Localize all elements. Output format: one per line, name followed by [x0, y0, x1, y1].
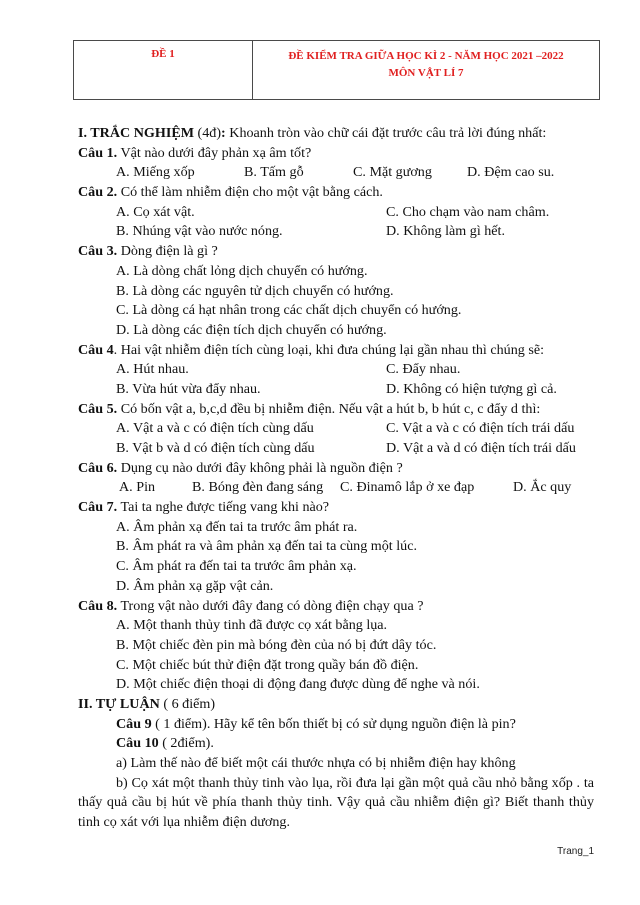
question-4: [78, 341, 594, 361]
question-label: Câu 6.: [78, 459, 118, 476]
question-label: Câu 1.: [78, 144, 118, 161]
question-text: ( 1 điểm). Hãy kể tên bốn thiết bị có sử dụng nguồn điện là pin?: [151, 715, 516, 732]
section1-colon: :: [221, 125, 226, 141]
question-4-options-row2: [78, 380, 594, 400]
question-7: [78, 498, 594, 518]
section2-title: II. TỰ LUẬN: [78, 695, 160, 712]
exam-title: ĐỀ KIỂM TRA GIỮA HỌC KÌ 2 - NĂM HỌC 2021 –2022: [288, 50, 564, 62]
option-b: B. Vật b và d có điện tích cùng dấu: [116, 440, 315, 456]
section1-title: I. TRẮC NGHIỆM: [78, 125, 195, 141]
option-d: D. Ắc quy: [513, 479, 572, 496]
option-a: A. Hút nhau.: [116, 361, 189, 378]
option-d: D. Một chiếc điện thoại di động đang được dùng để nghe và nói.: [116, 676, 480, 693]
question-text: Dụng cụ nào dưới đây không phải là nguồn điện ?: [117, 459, 403, 476]
section1-instruction: Khoanh tròn vào chữ cái đặt trước câu trả lời đúng nhất:: [225, 125, 547, 141]
question-text: Tai ta nghe được tiếng vang khi nào?: [117, 499, 330, 516]
question-6-options: [78, 478, 594, 498]
option-c: C. Mặt gương: [353, 164, 432, 181]
question-5: [78, 400, 594, 420]
option-b: B. Vừa hút vừa đẩy nhau.: [116, 380, 261, 397]
section2-heading: [78, 695, 594, 715]
exam-content: [78, 118, 594, 833]
section1-heading: [78, 124, 594, 144]
question-2: [78, 183, 594, 203]
option-c: C. Đẩy nhau.: [386, 361, 461, 378]
option-d: D. Là dòng các điện tích dịch chuyển có hướng.: [116, 321, 387, 338]
question-label: Câu 9: [116, 715, 152, 732]
option-a: A. Pin: [119, 479, 156, 496]
question-10-part-a: a) Làm thế nào để biết một cái thước nhựa có bị nhiễm điện hay không: [116, 755, 516, 771]
question-5-options-row1: [78, 419, 594, 439]
option-b: B. Nhúng vật vào nước nóng.: [116, 223, 283, 240]
question-label: Câu 3.: [78, 243, 118, 260]
question-2-options-row1: [78, 203, 594, 223]
option-d: D. Âm phản xạ gặp vật cản.: [116, 577, 274, 594]
question-10: [78, 734, 594, 754]
question-2-options-row2: [78, 222, 594, 242]
question-8: [78, 597, 594, 617]
exam-code: ĐỀ 1: [74, 41, 253, 99]
option-c: C. Âm phát ra đến tai ta trước âm phản xạ.: [116, 558, 357, 575]
option-c: C. Là dòng cá hạt nhân trong các chất dịch chuyển có hướng.: [116, 302, 462, 319]
question-text: Trong vật nào dưới đây đang có dòng điện chạy qua ?: [117, 597, 424, 614]
question-5-options-row2: [78, 439, 594, 459]
question-6: [78, 459, 594, 479]
page-number: Trang_1: [557, 846, 594, 857]
question-text: Có thể làm nhiễm điện cho một vật bằng cách.: [117, 184, 383, 201]
question-label: Câu 4: [78, 341, 114, 358]
option-a: A. Cọ xát vật.: [116, 203, 195, 220]
option-a: A. Vật a và c có điện tích cùng dấu: [116, 420, 314, 437]
question-label: Câu 5.: [78, 400, 118, 417]
question-label: Câu 10: [116, 735, 159, 752]
option-c: C. Cho chạm vào nam châm.: [386, 203, 550, 220]
question-1: [78, 144, 594, 164]
header-table: [73, 40, 600, 100]
option-b: B. Là dòng các nguyên tử dịch chuyển có hướng.: [116, 282, 394, 299]
question-10-part-b: b) Cọ xát một thanh thủy tinh vào lụa, rồi đưa lại gần một quả cầu nhỏ bằng xốp . ta thấy quả cầu bị hút về phía thanh thủy tinh. Vậy quả cầu nhiễm điện gì? Biết thanh thủy tinh cọ xát với lụa nhiễm điện dương.: [78, 774, 594, 831]
question-text: Dòng điện là gì ?: [117, 243, 218, 260]
question-4-options-row1: [78, 360, 594, 380]
option-c: C. Đinamô lắp ở xe đạp: [340, 479, 475, 496]
option-a: A. Một thanh thủy tinh đã được cọ xát bằng lụa.: [116, 617, 388, 634]
question-text: Vật nào dưới đây phản xạ âm tốt?: [117, 144, 312, 161]
question-text: . Hai vật nhiễm điện tích cùng loại, khi đưa chúng lại gần nhau thì chúng sẽ:: [113, 341, 544, 358]
option-b: B. Một chiếc đèn pin mà bóng đèn của nó bị đứt dây tóc.: [116, 636, 437, 653]
question-label: Câu 2.: [78, 184, 118, 201]
option-a: A. Âm phản xạ đến tai ta trước âm phát ra.: [116, 518, 358, 535]
question-9: [78, 715, 594, 735]
section2-points: ( 6 điểm): [159, 695, 216, 712]
section1-points: (4đ): [194, 125, 222, 141]
option-d: D. Không có hiện tượng gì cả.: [386, 380, 557, 397]
option-b: B. Âm phát ra và âm phản xạ đến tai ta cùng một lúc.: [116, 538, 417, 555]
option-b: B. Bóng đèn đang sáng: [192, 479, 324, 496]
question-label: Câu 7.: [78, 499, 118, 516]
option-d: D. Đệm cao su.: [467, 164, 555, 181]
option-d: D. Vật a và d có điện tích trái dấu: [386, 440, 576, 456]
option-b: B. Tấm gỗ: [244, 164, 304, 181]
option-a: A. Miếng xốp: [116, 164, 195, 181]
question-3: [78, 242, 594, 262]
option-c: C. Một chiếc bút thử điện đặt trong quầy bán đồ điện.: [116, 656, 419, 673]
subject-title: MÔN VẬT LÍ 7: [388, 67, 464, 79]
question-text: ( 2điểm).: [158, 735, 214, 752]
question-1-options: [78, 163, 594, 183]
option-a: A. Là dòng chất lỏng dịch chuyển có hướng.: [116, 262, 368, 279]
option-c: C. Vật a và c có điện tích trái dấu: [386, 420, 575, 437]
exam-title-cell: [253, 41, 599, 99]
option-d: D. Không làm gì hết.: [386, 223, 505, 240]
question-text: Có bốn vật a, b,c,d đều bị nhiễm điện. Nếu vật a hút b, b hút c, c đẩy d thì:: [117, 400, 541, 417]
question-label: Câu 8.: [78, 597, 118, 614]
